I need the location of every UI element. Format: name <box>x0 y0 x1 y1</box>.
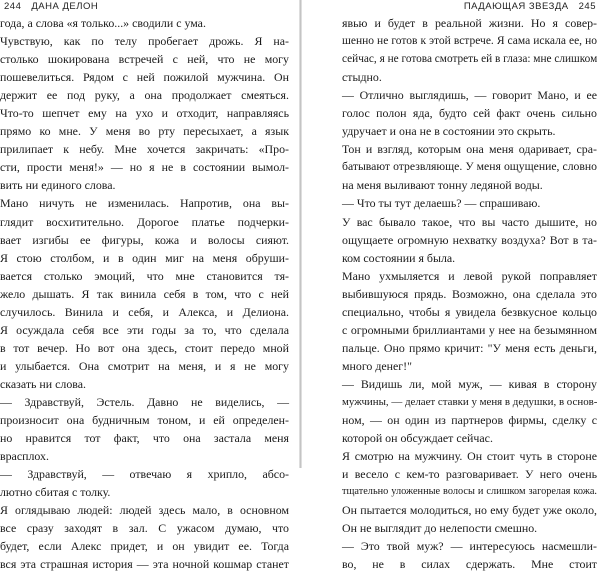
text-line: пошевелиться. Рядом с ней пожилой мужчина. Он <box>0 70 289 85</box>
text-line: сти, прости меня!» — но я не в состоянии вымол- <box>0 160 289 175</box>
text-line: Я стою столбом, и в один миг на меня обруши- <box>0 250 289 265</box>
text-line: жело дышать. Я так винила себя в том, что с ней <box>0 286 289 301</box>
text-line: Он пытается молодиться, но ему будет уже около, <box>342 503 597 518</box>
text-line: ком состоянии я была. <box>342 250 456 265</box>
text-line: Тон и взгляд, которым она меня одаривает, сра- <box>342 142 597 157</box>
text-line: специально, чтобы я увидела безвкусное кольцо <box>342 304 597 319</box>
text-line: во, не в силах сдержать. Мне стоит <box>342 557 597 572</box>
text-line: пальце. Оно прямо кричит: "У меня есть деньги, <box>342 340 597 355</box>
text-line: — Отлично выглядишь, — говорит Мано, и ее <box>342 88 597 103</box>
text-line: — Это твой муж? — интересуюсь насмешли- <box>342 539 597 554</box>
text-line: много денег!" <box>342 358 412 373</box>
text-line: стыдно. <box>342 70 382 85</box>
text-line: выбившуюся прядь. Возможно, она сделала это <box>342 286 597 301</box>
text-line: сейчас, я не готова смотреть ей в глаза: мне слишком <box>342 53 598 66</box>
text-line: голос полон яда, будто сей факт очень сильно <box>342 106 597 121</box>
text-line: все сразу заходят в зал. С ужасом думаю, что <box>0 521 289 536</box>
left-running-title: ДАНА ДЕЛОН <box>31 1 99 12</box>
text-line: Я осуждала себя все эти годы за то, что сделала <box>0 322 289 337</box>
text-line: прилипает к небу. Мне хочется закричать: «Про- <box>0 142 289 157</box>
text-line: Чувствую, как по телу пробегает дрожь. Я на- <box>0 34 289 49</box>
right-page <box>301 0 600 572</box>
left-page-header <box>4 1 98 13</box>
text-line: — Здравствуй, — отвечаю я хрипло, абсо- <box>0 467 289 482</box>
text-line: батывают отрезвляюще. У меня ощущение, словно <box>342 160 597 174</box>
text-line: года, а слова «я только...» сводили с ума. <box>0 16 206 30</box>
left-page-text <box>0 14 289 573</box>
text-line: ном, — он один из партнеров фирмы, сделку с <box>342 413 597 428</box>
text-line: — Что ты тут делаешь? — спрашиваю. <box>342 196 541 211</box>
text-line: столько шокирована встречей с ней, что не могу <box>0 52 289 67</box>
text-line: — Видишь ли, мой муж, — кивая в сторону <box>342 376 597 391</box>
text-line: явью и будет в реальной жизни. Но я совер- <box>342 16 597 30</box>
text-line: и улыбается. Она смотрит на меня, и я не могу <box>0 358 289 373</box>
right-page-header <box>464 1 596 13</box>
text-line: мужчины, — делает ставки у меня в дедушки, в основ- <box>342 395 598 408</box>
text-line: Он не выглядит до нелепости смешно. <box>342 521 538 536</box>
text-line: вает изгибы ее фигуры, кожа и волосы сияют. <box>0 232 289 247</box>
text-line: удручает и она не в состоянии это скрыть. <box>342 124 556 139</box>
text-line: Мано ничуть не изменилась. Напротив, она вы- <box>0 196 289 211</box>
right-page-number: 245 <box>578 1 596 12</box>
left-page-number: 244 <box>4 1 22 12</box>
right-page-text <box>342 14 597 573</box>
text-line: и весело с кем-то разговаривает. У него очень <box>342 467 597 482</box>
text-line: которой он обсуждает сейчас. <box>342 431 493 446</box>
text-line: будет, если Алекс придет, и он увидит ее. Тогда <box>0 539 289 554</box>
text-line: Я смотрю на мужчину. Он стоит чуть в стороне <box>342 449 597 464</box>
text-line: вся эта страшная история — эта ночной кошмар станет <box>0 557 289 572</box>
text-line: Мано ухмыляется и левой рукой поправляет <box>342 268 597 283</box>
text-line: Что-то шепчет ему на ухо и отходит, направляясь <box>0 106 289 121</box>
text-line: с огромными бриллиантами у нее на безымянном <box>342 322 597 337</box>
text-line: но нравится тот факт, что она застала меня <box>0 431 289 446</box>
text-line: вается столько эмоций, что мне становится тя- <box>0 268 289 283</box>
text-line: сказать ни слова. <box>0 376 86 391</box>
text-line: тщательно уложенные волосы и слишком загорелая кожа. <box>342 486 597 498</box>
text-line: — Здравствуй, Эстель. Давно не виделись, — <box>0 394 289 409</box>
text-line: ощущаете огромную нехватку воздуха? Вот в та- <box>342 232 597 247</box>
text-line: на меня выливают тонну ледяной воды. <box>342 178 543 193</box>
text-line: случилось. Винила и себя, и Алекса, и Делиона. <box>0 304 289 319</box>
text-line: вить ни единого слова. <box>0 178 116 193</box>
text-line: произносит она будничным тоном, и ей определен- <box>0 413 289 428</box>
text-line: глядит восхитительно. Дорогое платье подчерки- <box>0 214 289 229</box>
text-line: Я оглядываю людей: людей здесь мало, в основном <box>0 503 289 518</box>
text-line: в тот вечер. Но вот она здесь, стоит передо мной <box>0 340 289 355</box>
text-line: шенно не готов к этой встрече. Я сама искала ее, но <box>342 35 597 48</box>
right-running-title: ПАДАЮЩАЯ ЗВЕЗДА <box>463 1 569 12</box>
text-line: прямо ко мне. У меня во рту пересыхает, а язык <box>0 124 289 139</box>
text-line: держит ее под руку, а она продолжает смеяться. <box>0 88 289 103</box>
text-line: У вас бывало такое, что вы часто дышите, но <box>342 214 597 229</box>
text-line: врасплох. <box>0 449 49 464</box>
left-page <box>0 0 300 572</box>
text-line: лютно сбитая с толку. <box>0 485 111 500</box>
